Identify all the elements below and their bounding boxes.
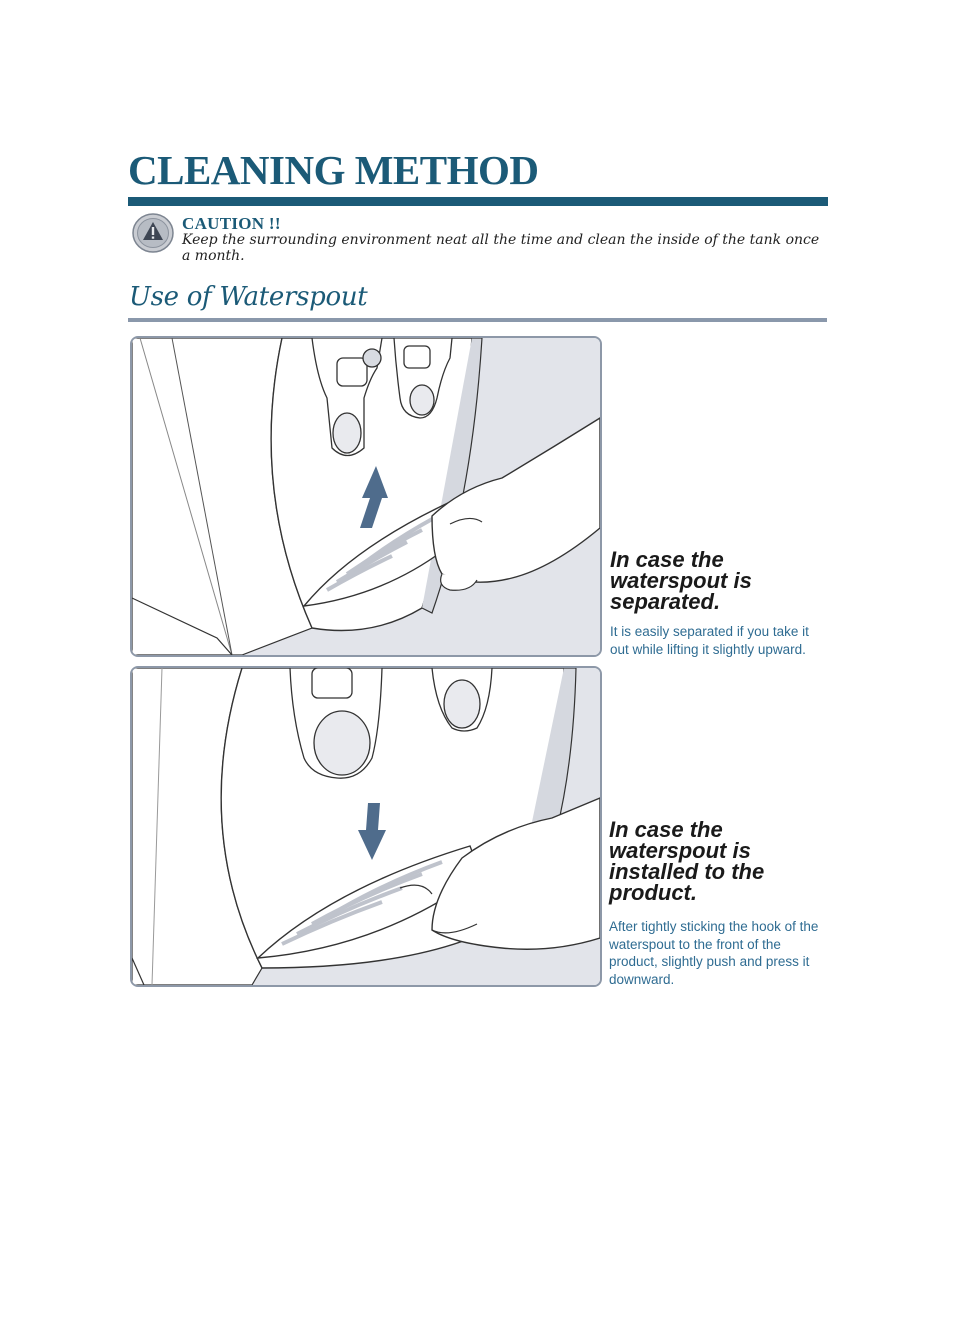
section-rule: [128, 318, 827, 322]
page-title: CLEANING METHOD: [128, 147, 539, 193]
step-2-heading: In case the waterspout is installed to the product.: [609, 817, 765, 905]
illustration-install-waterspout: [130, 666, 602, 987]
caution-text: Keep the surrounding environment neat all the time and clean the inside of the tank once a month.: [182, 232, 820, 264]
step-2-text: After tightly sticking the hook of the waterspout to the front of the product, slightly push and press it downward.: [609, 919, 819, 987]
title-rule: [128, 197, 828, 206]
illustration-remove-waterspout: [130, 336, 602, 657]
warning-triangle-icon: [131, 212, 175, 254]
caution-label: CAUTION !!: [182, 214, 281, 233]
section-title: Use of Waterspout: [129, 282, 368, 312]
step-1-text: It is easily separated if you take it out while lifting it slightly upward.: [610, 624, 809, 657]
step-1-heading: In case the waterspout is separated.: [610, 547, 752, 614]
